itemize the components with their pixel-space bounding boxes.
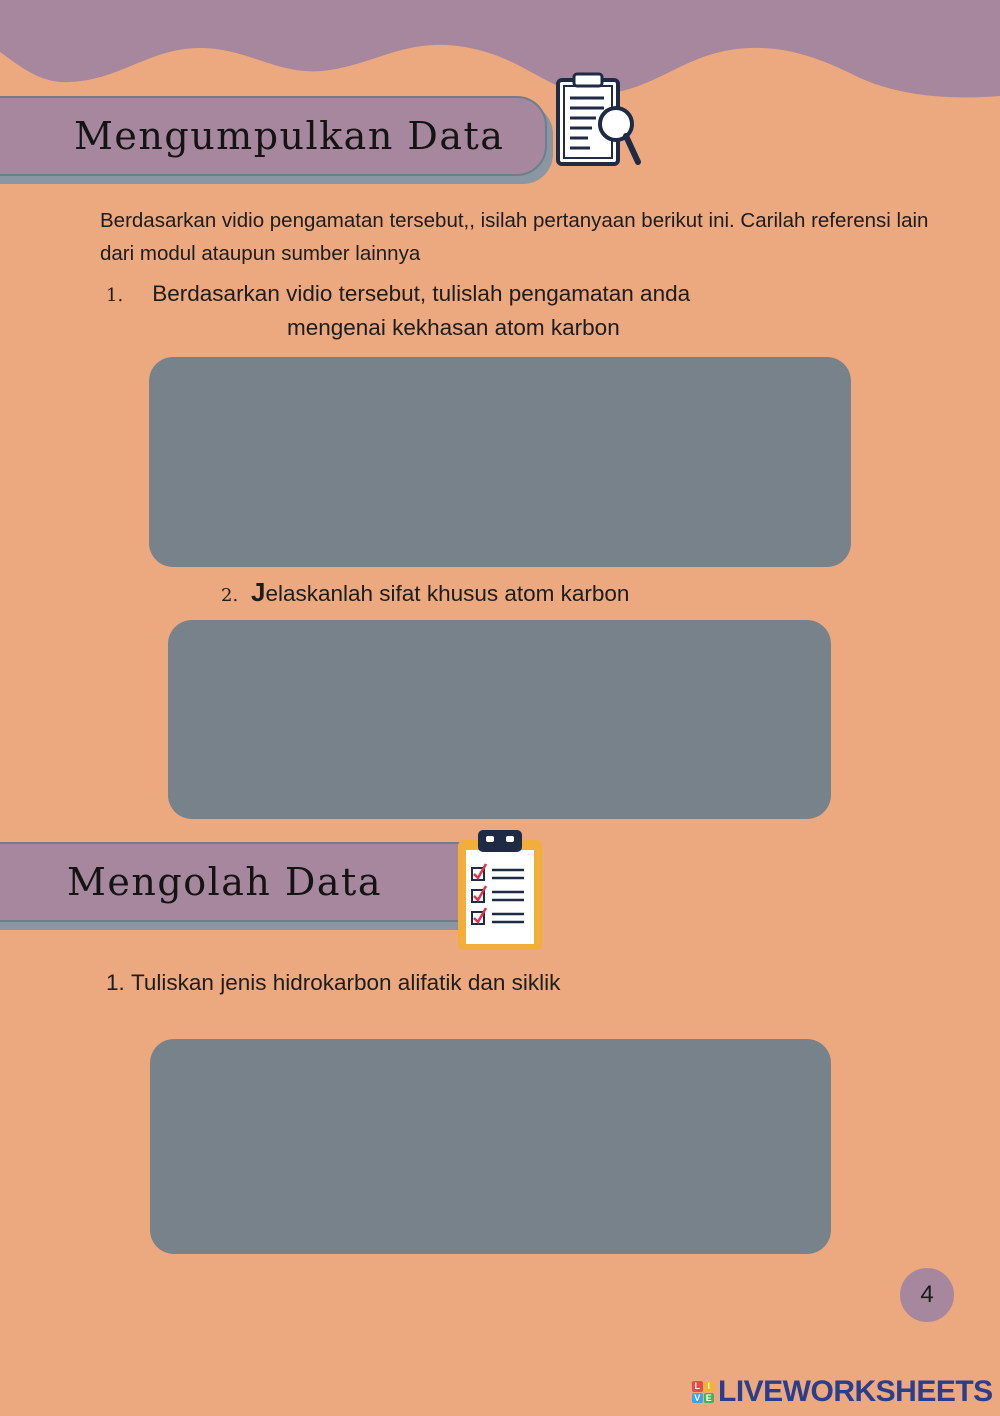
question-number: 2. [221, 585, 239, 606]
checklist-clipboard-icon [456, 828, 544, 952]
clipboard-search-icon [552, 70, 642, 170]
liveworksheets-brand[interactable] [692, 1372, 993, 1412]
question-1-line2: mengenai kekhasan atom karbon [287, 315, 620, 340]
instruction-paragraph: Berdasarkan vidio pengamatan tersebut,, isilah pertanyaan berikut ini. Carilah referensi lain dari modul ataupun sumber lainnya [100, 209, 929, 265]
answer-box-question-1[interactable] [149, 357, 851, 567]
answer-box-question-3[interactable] [150, 1039, 831, 1254]
liveworksheets-logo-icon [692, 1381, 714, 1403]
question-text-line1: Berdasarkan vidio tersebut, tulislah pengamatan anda [152, 281, 691, 306]
question-initial: J [251, 577, 266, 607]
question-2 [221, 575, 629, 613]
page-number-badge: 4 [900, 1268, 954, 1322]
question-text: Tuliskan jenis hidrokarbon alifatik dan siklik [131, 970, 561, 995]
section-title: Mengumpulkan Data [74, 114, 505, 158]
logo-letter: E [704, 1393, 715, 1404]
section-banner-mengolah-data [0, 842, 464, 922]
question-number: 1. [106, 970, 125, 995]
section-title: Mengolah Data [67, 860, 382, 904]
question-1 [106, 277, 866, 313]
logo-letter: I [704, 1381, 715, 1392]
logo-letter: V [692, 1393, 703, 1404]
answer-box-question-2[interactable] [168, 620, 831, 819]
section-banner-mengumpulkan-data [0, 96, 547, 176]
question-3 [106, 966, 560, 1000]
brand-name: LIVEWORKSHEETS [718, 1375, 993, 1408]
question-text: elaskanlah sifat khusus atom karbon [265, 581, 630, 606]
question-number: 1. [106, 285, 124, 306]
top-wave-decoration [0, 0, 1000, 110]
logo-letter: L [692, 1381, 703, 1392]
